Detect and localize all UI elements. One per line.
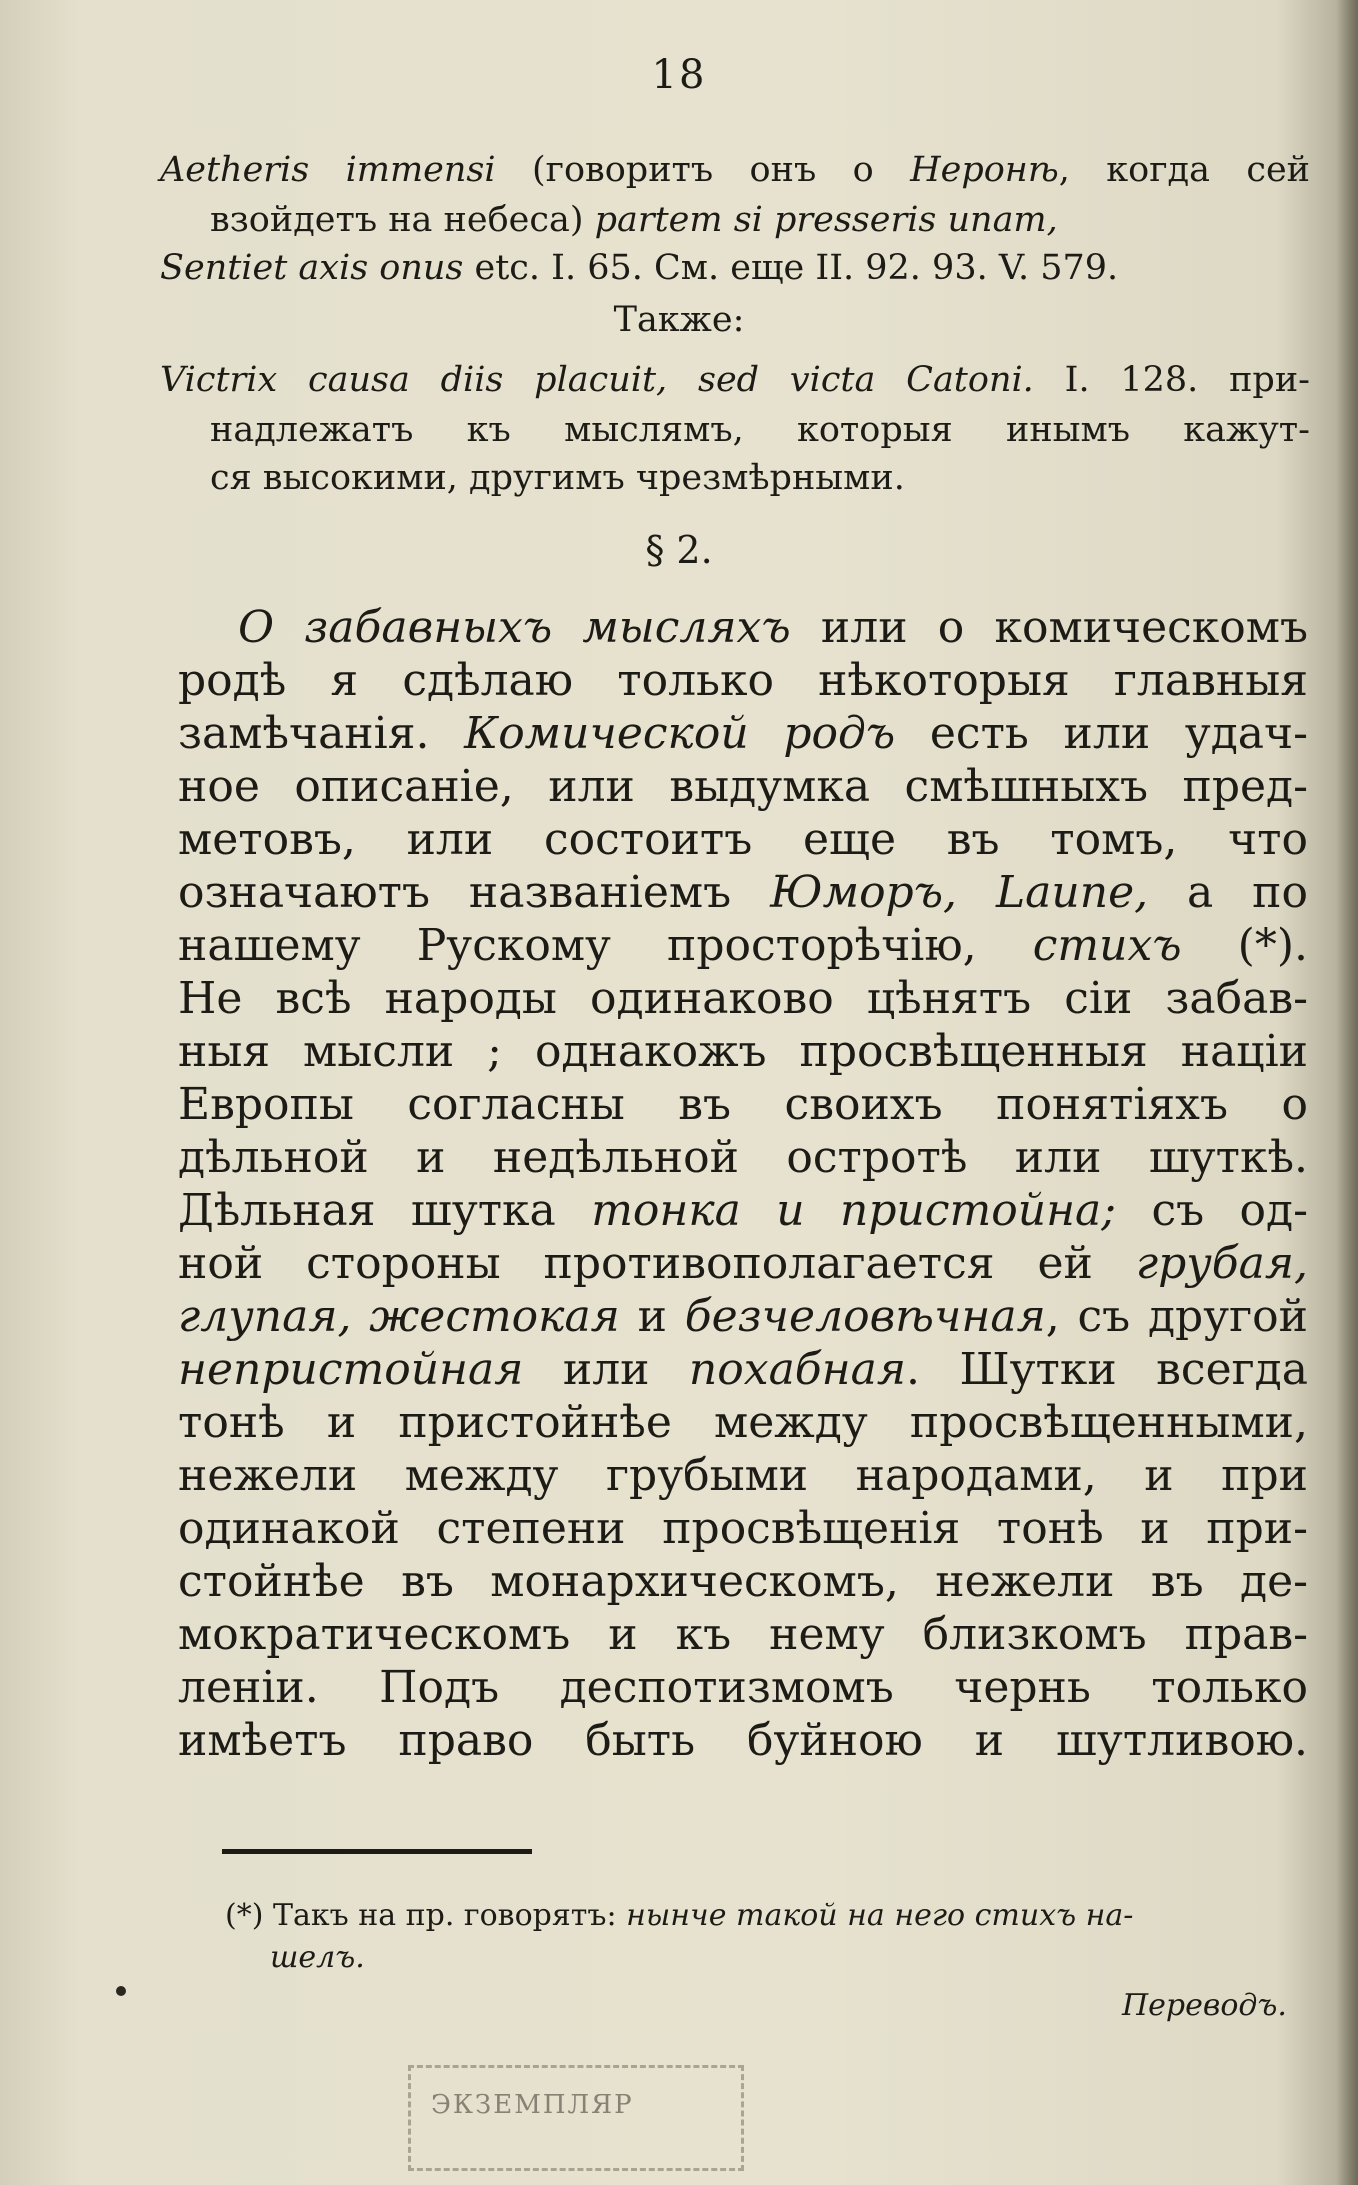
body-line-15: непристойная или похабная. Шутки всегда — [178, 1344, 1308, 1395]
body-line-10: Европы согласны въ своихъ понятіяхъ о — [178, 1079, 1308, 1130]
body-line-4: ное описаніе, или выдумка смѣшныхъ пред- — [178, 761, 1308, 812]
body-line-3: замѣчанія. Комической родъ есть или удач- — [178, 708, 1309, 759]
body-line-19: стойнѣе въ монархическомъ, нежели въ де- — [178, 1556, 1308, 1607]
quote-line-2: взойдетъ на небеса) partem si presseris unam, — [210, 200, 1058, 240]
body-line-13: ной стороны противополагается ей грубая, — [178, 1238, 1308, 1289]
body-line-1: О забавныхъ мысляхъ или о комическомъ — [238, 602, 1309, 653]
also-label: Также: — [613, 300, 745, 340]
body-line-16: тонѣ и пристойнѣе между просвѣщенными, — [178, 1397, 1308, 1448]
stamp-text: ЭКЗЕМПЛЯР — [431, 2090, 634, 2120]
footnote-line-1: (*) Такъ на пр. говорятъ: нынче такой на него стихъ на- — [225, 1898, 1134, 1933]
body-line-8: Не всѣ народы одинаково цѣнятъ сіи забав- — [178, 973, 1308, 1024]
body-line-21: леніи. Подъ деспотизмомъ чернь только — [178, 1662, 1308, 1713]
body-line-5: метовъ, или состоитъ еще въ томъ, что — [178, 814, 1308, 865]
body-line-18: одинакой степени просвѣщенія тонѣ и при- — [178, 1503, 1308, 1554]
quote-line-1: Aetheris immensi (говоритъ онъ о Неронѣ, когда сей — [160, 150, 1310, 190]
quote-line-7: ся высокими, другимъ чрезмѣрными. — [210, 458, 905, 498]
body-line-7: нашему Рускому просторѣчію, стихъ (*). — [178, 920, 1308, 971]
body-line-12: Дѣльная шутка тонка и пристойна; съ од- — [178, 1185, 1309, 1236]
body-line-2: родѣ я сдѣлаю только нѣкоторыя главныя — [178, 655, 1308, 706]
quote-line-5: Victrix causa diis placuit, sed victa Catoni. I. 128. при- — [160, 360, 1310, 400]
translator-note: Переводъ. — [1122, 1988, 1287, 2023]
body-line-22: имѣетъ право быть буйною и шутливою. — [178, 1715, 1308, 1766]
section-heading: § 2. — [645, 528, 713, 572]
footnote-line-2: шелъ. — [270, 1940, 365, 1975]
quote-line-6: надлежатъ къ мыслямъ, которыя инымъ кажут- — [210, 410, 1310, 450]
footnote-divider — [222, 1849, 532, 1854]
body-line-20: мократическомъ и къ нему близкомъ прав- — [178, 1609, 1308, 1660]
page-number: 18 — [651, 52, 707, 98]
body-line-11: дѣльной и недѣльной остротѣ или шуткѣ. — [178, 1132, 1308, 1183]
ink-speck — [116, 1986, 126, 1996]
body-line-17: нежели между грубыми народами, и при — [178, 1450, 1308, 1501]
body-line-6: означаютъ названіемъ Юморъ, Laune, а по — [178, 867, 1308, 918]
body-line-9: ныя мысли ; однакожъ просвѣщенныя націи — [178, 1026, 1308, 1077]
library-stamp — [408, 2065, 744, 2171]
quote-line-3: Sentiet axis onus etc. I. 65. См. еще II. 92. 93. V. 579. — [160, 248, 1119, 288]
body-line-14: глупая, жестокая и безчеловѣчная, съ другой — [178, 1291, 1308, 1342]
